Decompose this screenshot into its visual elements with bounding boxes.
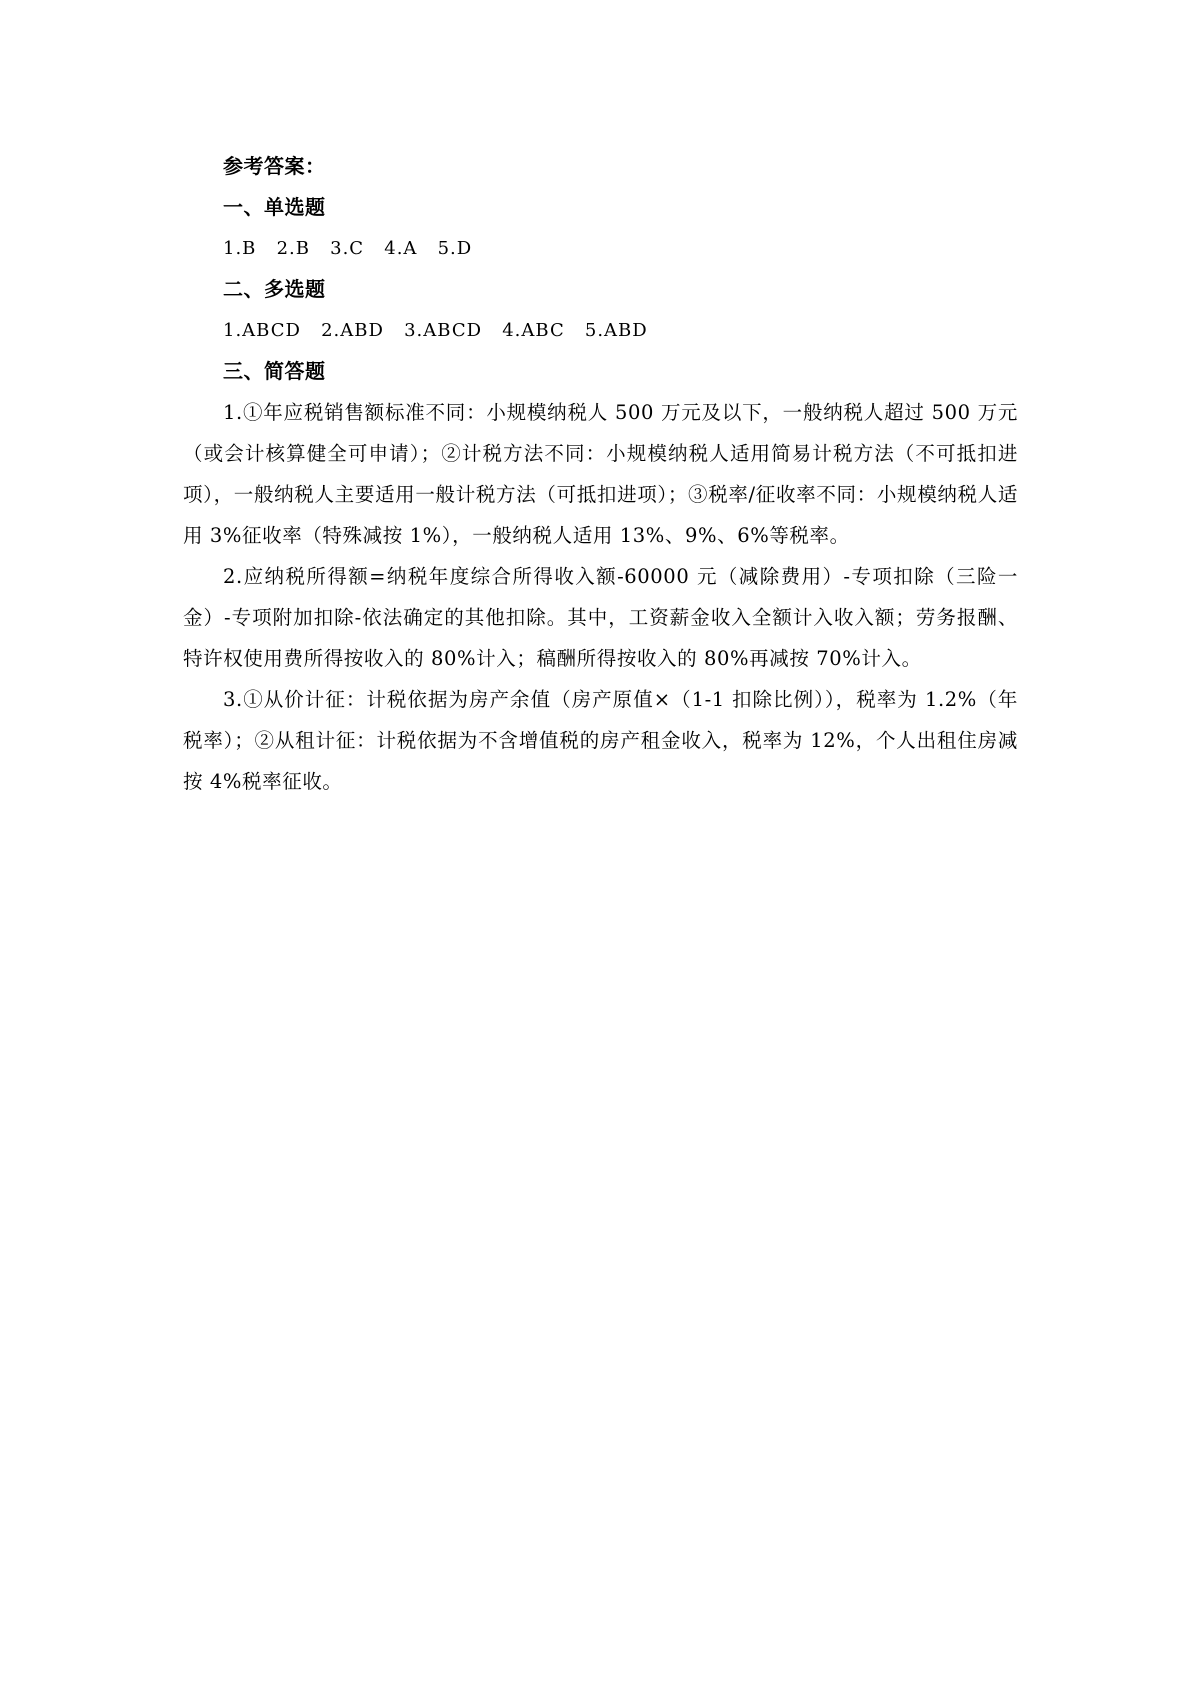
section-heading-single-choice: 一、单选题 bbox=[223, 195, 326, 219]
short-answer-paragraph-2: 2.应纳税所得额=纳税年度综合所得收入额-60000 元（减除费用）-专项扣除（三险一金）-专项附加扣除-依法确定的其他扣除。其中，工资薪金收入全额计入收入额；劳务报酬、特许权使用费所得按收入的 80%计入；稿酬所得按收入的 80%再减按 70%计入。 bbox=[183, 565, 1018, 670]
section-heading-short-answer: 三、简答题 bbox=[223, 359, 326, 383]
section-heading-multiple-choice: 二、多选题 bbox=[223, 277, 326, 301]
single-choice-answers: 1.B 2.B 3.C 4.A 5.D bbox=[223, 238, 473, 259]
document-content bbox=[183, 146, 1018, 802]
short-answer-paragraph-3: 3.①从价计征：计税依据为房产余值（房产原值×（1-1 扣除比例）），税率为 1.2%（年税率）；②从租计征：计税依据为不含增值税的房产租金收入，税率为 12%，个人出租住房减按 4%税率征收。 bbox=[183, 688, 1018, 793]
multiple-choice-answers: 1.ABCD 2.ABD 3.ABCD 4.ABC 5.ABD bbox=[223, 320, 648, 341]
short-answer-paragraph-1: 1.①年应税销售额标准不同：小规模纳税人 500 万元及以下，一般纳税人超过 500 万元（或会计核算健全可申请）；②计税方法不同：小规模纳税人适用简易计税方法（不可抵扣进项），一般纳税人主要适用一般计税方法（可抵扣进项）；③税率/征收率不同：小规模纳税人适用 3%征收率（特殊减按 1%），一般纳税人适用 13%、9%、6%等税率。 bbox=[183, 401, 1018, 547]
document-title: 参考答案： bbox=[223, 154, 326, 178]
